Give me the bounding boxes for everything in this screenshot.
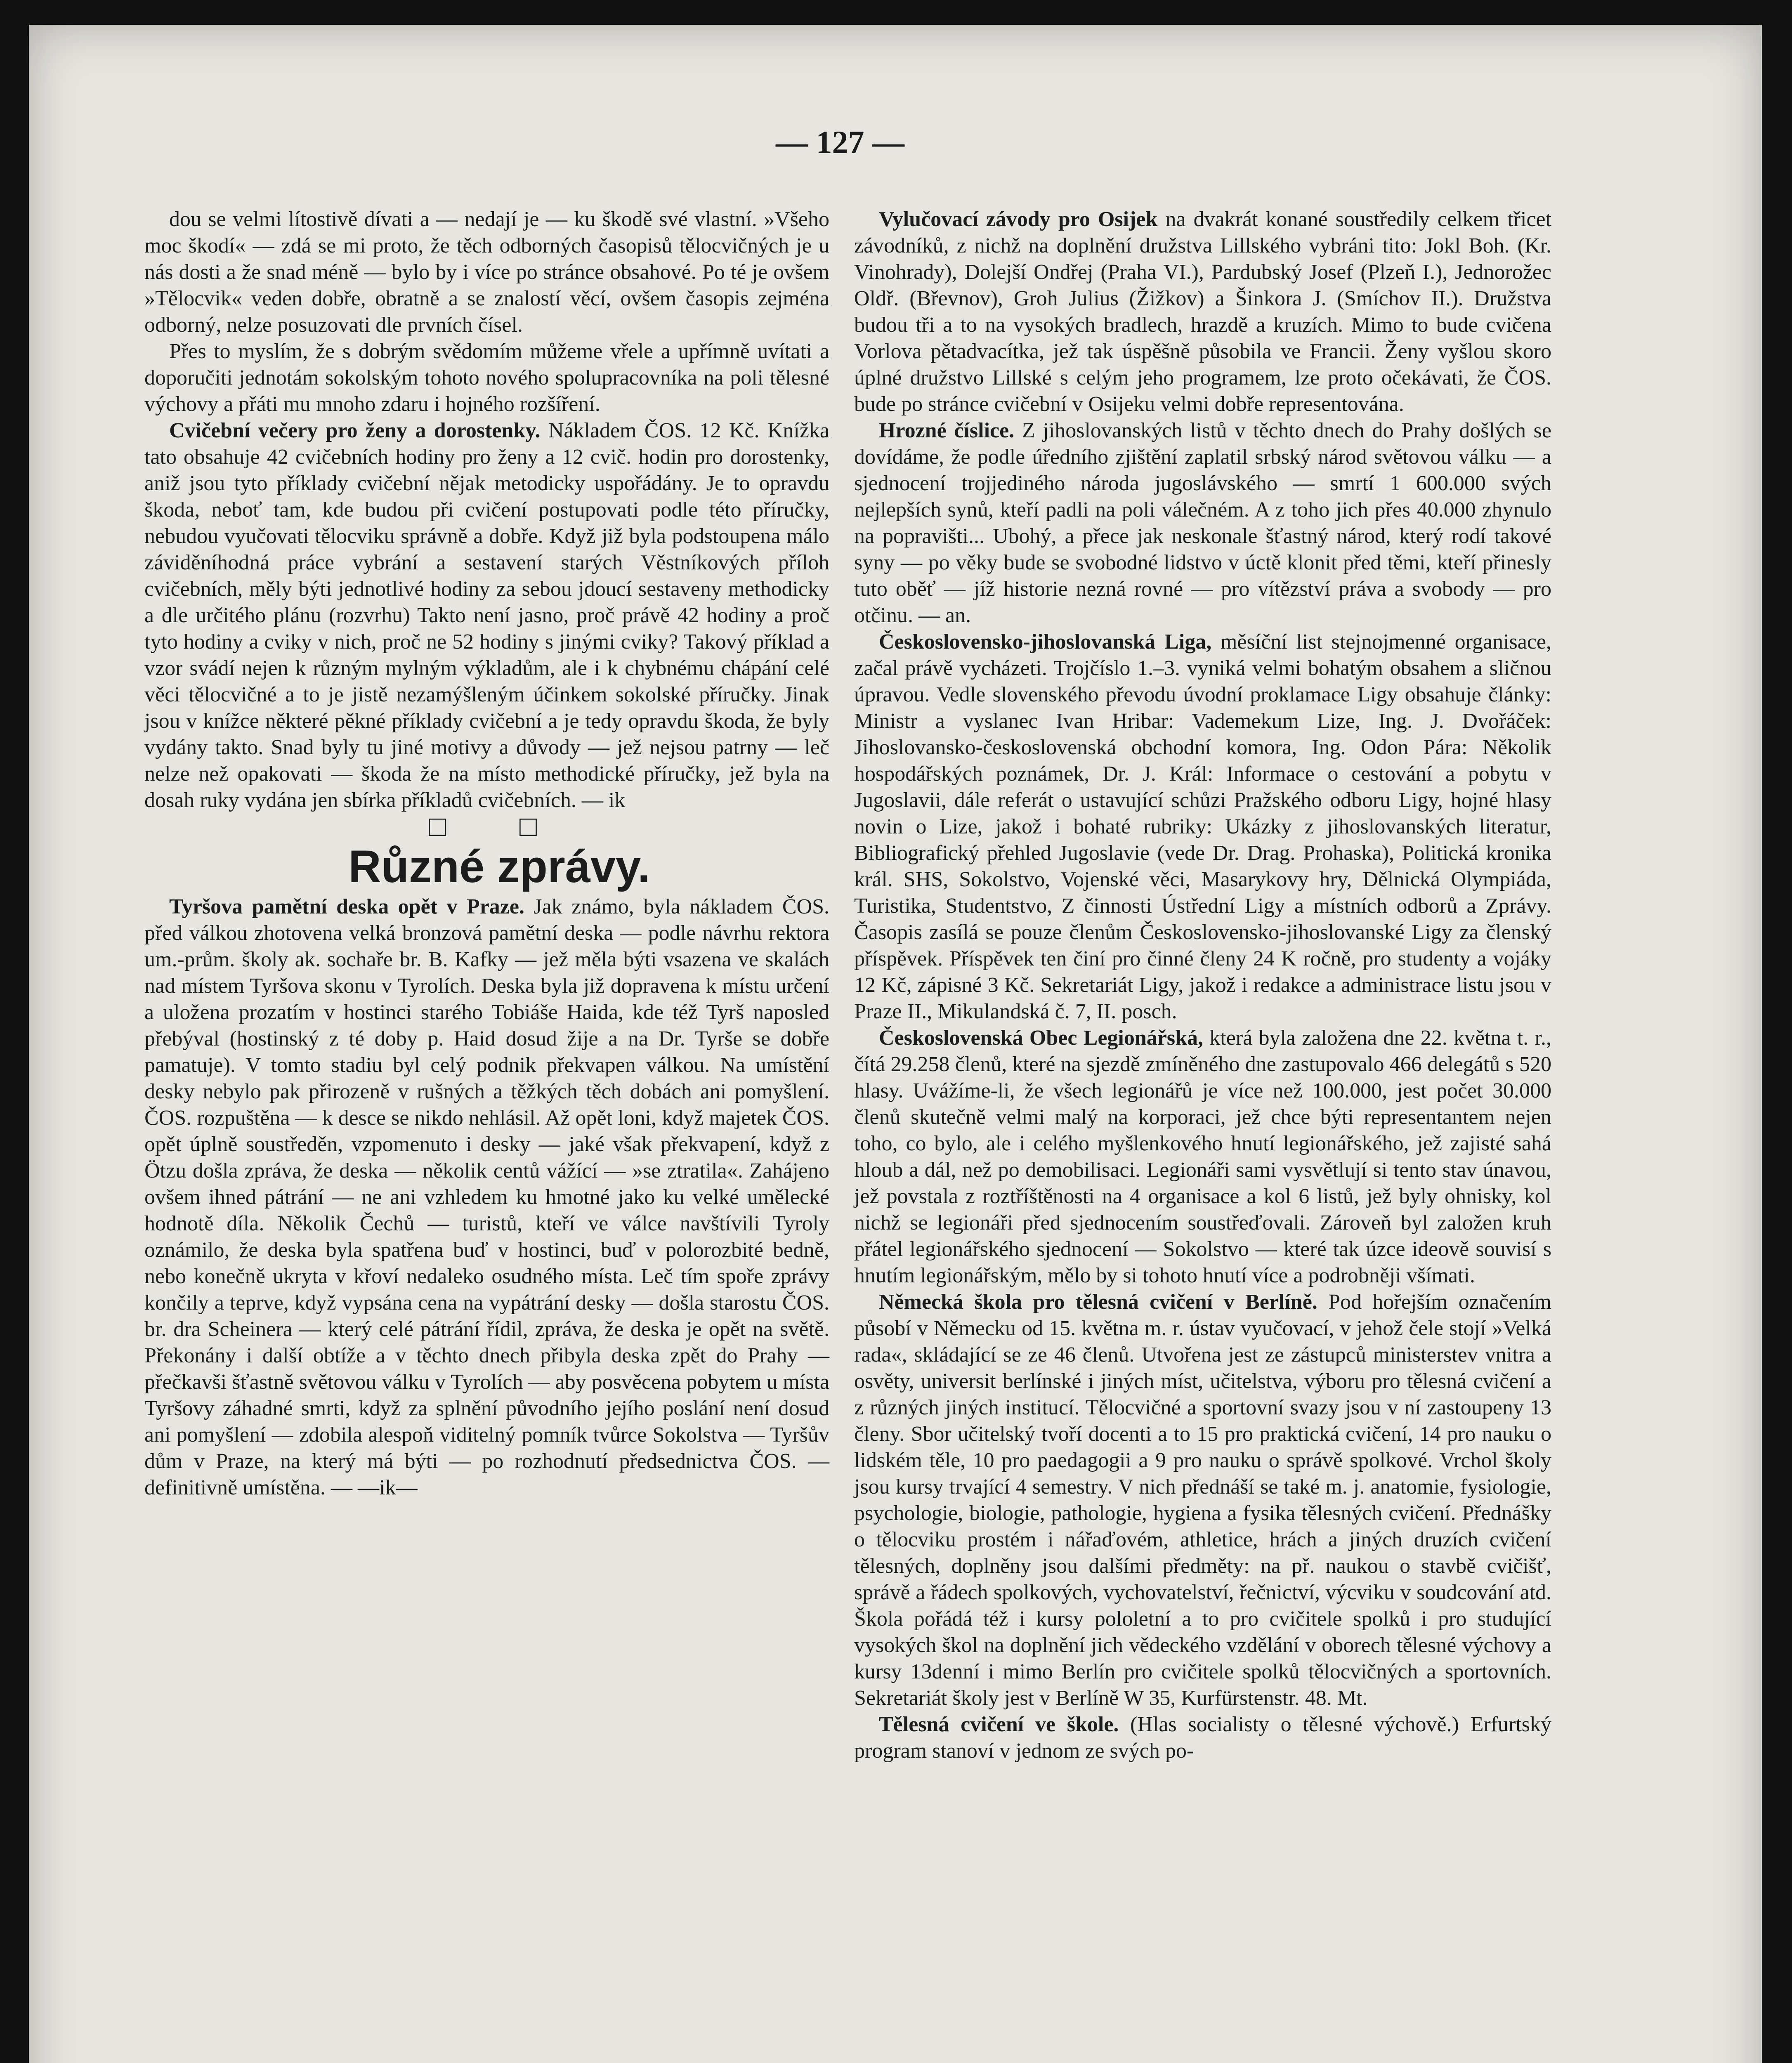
right-column — [854, 206, 1551, 1764]
article-title: Československá Obec Legionářská, — [879, 1026, 1204, 1050]
section-divider-boxes: □ □ — [428, 811, 570, 843]
article-cvicebni-vecery: Cvičební večery pro ženy a dorostenky. Nákladem ČOS. 12 Kč. Knížka tato obsahuje 42 cvičebních hodiny pro ženy a 12 cvič. hodin pro dorostenky, aniž jsou tyto příklady cvičební nějak metodicky uspořádány. Je to opravdu škoda, neboť tam, kde budou při cvičení postupovati podle této příručky, nebudou vyučovati tělocviku správně a dobře. Když již byla podstoupena málo záviděníhodná práce vybrání a sestavení starých Věstníkových příloh cvičebních, měly býti jednotlivé hodiny za sebou jdoucí sestaveny methodicky a dle určitého plánu (rozvrhu) Takto není jasno, proč právě 42 hodiny a proč tyto hodiny a cviky v nich, proč ne 52 hodiny s jinými cviky? Takový příklad a vzor svádí nejen k různým mylným výkladům, ale i k chybnému chápání celé věci tělocvičné a to je jistě nezamýšleným účinkem sokolské příručky. Jinak jsou v knížce některé pěkné příklady cvičební a je tedy opravdu škoda, že byly vydány takto. Snad byly tu jiné motivy a důvody — jež nejsou patrny — leč nelze než opakovati — škoda že na místo methodické příručky, jež byla na dosah ruky vydána jen sbírka příkladů cvičebních. — ik — [144, 419, 829, 812]
article-signature: — ik — [581, 788, 626, 812]
article-title: Hrozné číslice. — [879, 419, 1015, 442]
article-obec-legionarska: Československá Obec Legionářská, která byla založena dne 22. května t. r., čítá 29.258 členů, které na sjezdě zmíněného dne zastupovalo 466 delegátů s 520 hlasy. Uvážíme-li, že všech legionářů je více než 100.000, jest počet 30.000 členů skutečně velmi malý na korporaci, jež chce býti representantem nejen toho, co bylo, ale i celého myšlenkového hnutí legionářského, jež zajisté sahá hloub a dál, než po demobilisaci. Legionáři sami vysvětlují si tento stav únavou, jež povstala z roztříštěnosti na 4 organisace a kol 6 listů, jež byly ohnisky, kol nichž se legionáři před sjednocením soustřeďovali. Zároveň byl založen kruh přátel legionářského sjednocení — Sokolstvo — které tak úzce ideově souvisí s hnutím legionářským, mělo by si tohoto hnutí více a podrobněji všímati. — [854, 1026, 1551, 1287]
article-title: Vylučovací závody pro Osijek — [879, 208, 1158, 231]
article-hrozne-cislice: Hrozné číslice. Z jihoslovanských listů v těchto dnech do Prahy došlých se dovídáme, že podle úředního zjištění zaplatil srbský národ světovou válku — a sjednocení trojjediného národa jugoslávského — smrtí 1 600.000 svých nejlepších synů, kteří padli na poli válečném. A z toho jich přes 40.000 zhynulo na popravišti... Ubohý, a přece jak neskonale šťastný národ, který rodí takové syny — po věky bude se svobodné lidstvo v úctě klonit před těmi, kteří přinesly tuto oběť — jíž historie nezná rovné — pro vítězství práva a svobody — pro otčinu. — an. — [854, 419, 1551, 627]
paragraph-recommend: Přes to myslím, že s dobrým svědomím můžeme vřele a upřímně uvítati a doporučiti jednotám sokolským tohoto nového spolupracovníka na poli tělesné výchovy a přáti mu mnoho zdaru i hojného rozšíření. — [144, 340, 829, 416]
paragraph-lead: dou se velmi lítostivě dívati a — nedají je — ku škodě své vlastní. »Všeho moc škodí« — zdá se mi proto, že těch odborných časopisů tělocvičných je u nás dosti a že snad méně — bylo by i více po stránce obsahové. Po té je ovšem »Tělocvik« veden dobře, obratně a se znalostí věcí, ovšem časopis zejména odborný, nelze posuzovati dle prvních čísel. — [144, 208, 829, 337]
article-tyrsova-deska: Tyršova pamětní deska opět v Praze. Jak známo, byla nákladem ČOS. před válkou zhotovena velká bronzová pamětní deska — podle návrhu rektora um.-prům. školy ak. sochaře br. B. Kafky — jež měla býti vsazena ve skalách nad místem Tyršova skonu v Tyrolích. Deska byla již dopravena k místu určení a uložena prozatím v hostinci starého Tobiáše Haida, kde též Tyrš naposled přebýval (hostinský z té doby p. Haid dosud žije a na Dr. Tyrše se dobře pamatuje). V tomto stadiu byl celý podnik překvapen válkou. Na umístění desky nebylo pak přirozeně v rušných a těžkých těch dobách ani pomyšlení. ČOS. rozpuštěna — k desce se nikdo nehlásil. Až opět loni, když majetek ČOS. opět úplně soustředěn, vzpomenuto i desky — jaké však překvapení, když z Ötzu došla zpráva, že deska — několik centů vážící — »se ztratila«. Zahájeno ovšem ihned pátrání — ne ani vzhledem ku hmotné jako ku velké umělecké hodnotě díla. Několik Čechů — turistů, kteří ve válce navštívili Tyroly oznámilo, že deska byla spatřena buď v hostinci, buď v polorozbité bedně, nebo konečně ukryta v křoví nedaleko osudného místa. Leč tím spoře zprávy končily a teprve, když vypsána cena na vypátrání desky — došla starostu ČOS. br. dra Scheinera — který celé pátrání řídil, zpráva, že deska je opět na světě. Překonány i další obtíže a v těchto dnech přibyla deska zpět do Prahy — přečkavši šťastně světovou válku v Tyrolích — aby posvěcena pobytem u místa Tyršovy záhadné smrti, když za splnění původního jejího poslání není dosud ani pomyšlení — zdobila alespoň viditelný pomník tvůrce Sokolstva — Tyršův dům v Praze, na který má býti — po rozhodnutí předsednictva ČOS. — definitivně umístěna. — —ik— — [144, 895, 829, 1499]
article-nemecka-skola: Německá škola pro tělesná cvičení v Berlíně. Pod hořejším označením působí v Německu od 15. května m. r. ústav vyučovací, v jehož čele stojí »Velká rada«, skládající se ze 46 členů. Utvořena jest ze zástupců ministerstev vnitra a osvěty, universit berlínské i jiných míst, učitelstva, výboru pro tělesná cvičení a z různých jiných institucí. Tělocvičné a sportovní svazy jsou v ní zastoupeny 13 členy. Sbor učitelský tvoří docenti a to 15 pro praktická cvičení, 14 pro nauku o lidském těle, 10 pro paedagogii a 9 pro nauku o správě spolkové. Vrchol školy jsou kursy trvající 4 semestry. V nich přednáší se také m. j. anatomie, fysiologie, psychologie, biologie, pathologie, hygiena a fysika tělesných cvičení. Přednášky o tělocviku prostém i nářaďovém, athletice, hrách a jiných druzích cvičení tělesných, doplněny jsou dalšími předměty: na př. naukou o stavbě cvičišť, správě a řádech spolkových, vychovatelství, řečnictví, výcviku v soudcování atd. Škola pořádá též i kursy pololetní a to pro cvičitele spolků i pro studující vysokých škol na doplnění jich vědeckého vzdělání v oborech tělesné výchovy a kursy 13denní i mimo Berlín pro cvičitele spolků tělocvičných a sportovních. Sekretariát školy jest v Berlíně W 35, Kurfürstenstr. 48. Mt. — [854, 1290, 1551, 1710]
article-signature: an. — [945, 604, 971, 627]
article-signature: —ik— — [358, 1476, 418, 1499]
left-column — [144, 206, 829, 1501]
article-title: Cvičební večery pro ženy a dorostenky. — [169, 419, 541, 442]
article-liga: Československo-jihoslovanská Liga, měsíční list stejnojmenné organisace, začal právě vycházeti. Trojčíslo 1.–3. vyniká velmi bohatým obsahem a sličnou úpravou. Vedle slovenského převodu úvodní proklamace Ligy obsahuje články: Ministr a vyslanec Ivan Hribar: Vademekum Lize, Ing. J. Dvořáček: Jihoslovansko-československá obchodní komora, Ing. Odon Pára: Několik hospodářských poznámek, Dr. J. Král: Informace o cestování a pobytu v Jugoslavii, dále referát o ustavující schůzi Pražského odboru Ligy, hojné hlasy novin o Lize, jakož i bohaté rubriky: Ukázky z jihoslovanských literatur, Bibliografický přehled Jugoslavie (vede Dr. Drag. Prohaska), Politická kronika král. SHS, Sokolstvo, Vojenské věci, Masarykovy hry, Dělnická Olympiáda, Turistika, Studentstvo, Z činnosti Ústřední Ligy a místních odborů a Zprávy. Časopis zasílá se pouze členům Československo-jihoslovanské Ligy za členský příspěvek. Příspěvek ten činí pro činné členy 24 K ročně, pro studenty a vojáky 12 Kč, zápisné 3 Kč. Sekretariát Ligy, jakož i redakce a administrace listu jsou v Praze II., Mikulandská č. 7, II. posch. — [854, 630, 1551, 1023]
article-title: Tělesná cvičení ve škole. — [879, 1713, 1119, 1736]
article-telesna-cviceni: Tělesná cvičení ve škole. (Hlas socialisty o tělesné výchově.) Erfurtský program stanoví v jednom ze svých po- — [854, 1713, 1551, 1763]
article-vylucovaci-zavody: Vylučovací závody pro Osijek na dvakrát konané soustředily celkem třicet závodníků, z nichž na doplnění družstva Lillského vybráni tito: Jokl Boh. (Kr. Vinohrady), Dolejší Ondřej (Praha VI.), Pardubský Josef (Plzeň I.), Jednorožec Oldř. (Břevnov), Groh Julius (Žižkov) a Šinkora J. (Smíchov II.). Družstva budou tři a to na vysokých bradlech, hrazdě a kruzích. Mimo to bude cvičena Vorlova pětadvacítka, jež tak úspěšně působila ve Francii. Ženy vyšlou skoro úplné družstvo Lillské s celým jeho programem, lze proto očekávati, že ČOS. bude po stránce cvičební v Osijeku velmi dobře representována. — [854, 208, 1552, 416]
section-heading: Různé zprávy. — [348, 841, 650, 892]
article-title: Tyršova pamětní deska opět v Praze. — [169, 895, 524, 918]
page-number: — 127 — — [776, 124, 904, 160]
article-title: Německá škola pro tělesná cvičení v Berlíně. — [879, 1290, 1317, 1314]
article-title: Československo-jihoslovanská Liga, — [879, 630, 1212, 654]
article-signature: Mt. — [1337, 1686, 1368, 1710]
